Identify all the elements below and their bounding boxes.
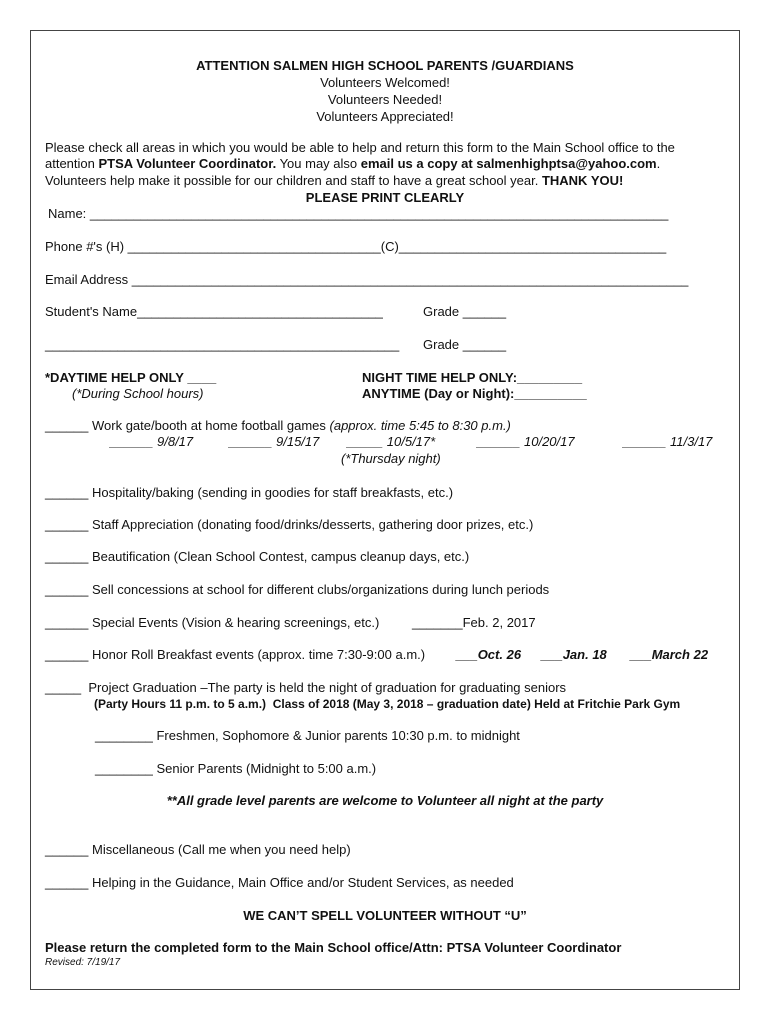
hospitality-item[interactable]: ______ Hospitality/baking (sending in goodies for staff breakfasts, etc.) — [45, 485, 454, 500]
phone-field[interactable]: Phone #'s (H) ___________________________________(C)_____________________________________ — [45, 239, 667, 254]
student-name-field[interactable]: Student's Name__________________________________ — [45, 304, 383, 319]
project-graduation-item[interactable]: _____ Project Graduation –The party is held the night of graduation for graduating seniors — [45, 680, 567, 695]
honor-roll-item[interactable]: ______ Honor Roll Breakfast events (approx. time 7:30-9:00 a.m.) — [45, 647, 429, 662]
miscellaneous-item[interactable]: ______ Miscellaneous (Call me when you need help) — [45, 842, 351, 857]
football-date-4[interactable]: ______ 10/20/17 — [477, 434, 575, 449]
anytime-help-option[interactable]: ANYTIME (Day or Night):__________ — [362, 386, 587, 401]
senior-parents-item[interactable]: ________ Senior Parents (Midnight to 5:00 a.m.) — [95, 761, 377, 776]
intro-line-2: attention PTSA Volunteer Coordinator. You may also email us a copy at salmenhighptsa@yahoo.com. — [45, 156, 661, 171]
grade-field-1[interactable]: Grade ______ — [423, 304, 507, 319]
football-date-2[interactable]: ______ 9/15/17 — [229, 434, 320, 449]
graduation-details: (Party Hours 11 p.m. to 5 a.m.) Class of 2018 (May 3, 2018 – graduation date) Held at Fritchie Park Gym — [94, 697, 681, 711]
thursday-note: (*Thursday night) — [341, 451, 441, 466]
honor-roll-date-2[interactable]: ___Jan. 18 — [541, 647, 607, 662]
page-title: ATTENTION SALMEN HIGH SCHOOL PARENTS /GUARDIANS — [196, 58, 574, 73]
slogan: WE CAN’T SPELL VOLUNTEER WITHOUT “U” — [243, 908, 527, 923]
daytime-help-option[interactable]: *DAYTIME HELP ONLY ____ — [45, 370, 217, 385]
football-date-5[interactable]: ______ 11/3/17 — [623, 434, 713, 449]
freshmen-junior-item[interactable]: ________ Freshmen, Sophomore & Junior parents 10:30 p.m. to midnight — [95, 728, 520, 743]
grade-field-2[interactable]: Grade ______ — [423, 337, 507, 352]
intro-line-1: Please check all areas in which you would be able to help and return this form to the Main School office to the — [45, 140, 675, 155]
all-grades-welcome: **All grade level parents are welcome to Volunteer all night at the party — [166, 793, 604, 808]
student-name-field-2[interactable]: _________________________________________________ — [45, 337, 400, 352]
special-events-date[interactable]: _______Feb. 2, 2017 — [412, 615, 536, 630]
football-date-1[interactable]: ______ 9/8/17 — [110, 434, 194, 449]
volunteers-welcomed: Volunteers Welcomed! — [320, 75, 450, 90]
name-field[interactable]: Name: ________________________________________________________________________________ — [48, 206, 669, 221]
volunteers-appreciated: Volunteers Appreciated! — [316, 109, 454, 124]
night-help-option[interactable]: NIGHT TIME HELP ONLY:_________ — [362, 370, 583, 385]
honor-roll-date-1[interactable]: ___Oct. 26 — [456, 647, 522, 662]
football-date-3[interactable]: _____ 10/5/17* — [347, 434, 436, 449]
football-games-item[interactable]: ______ Work gate/booth at home football games (approx. time 5:45 to 8:30 p.m.) — [45, 418, 511, 433]
email-field[interactable]: Email Address _____________________________________________________________________________ — [45, 272, 689, 287]
volunteers-needed: Volunteers Needed! — [327, 92, 443, 107]
guidance-item[interactable]: ______ Helping in the Guidance, Main Office and/or Student Services, as needed — [45, 875, 514, 890]
concessions-item[interactable]: ______ Sell concessions at school for different clubs/organizations during lunch periods — [45, 582, 550, 597]
revised-date: Revised: 7/19/17 — [45, 957, 121, 968]
beautification-item[interactable]: ______ Beautification (Clean School Contest, campus cleanup days, etc.) — [45, 549, 470, 564]
daytime-note: (*During School hours) — [72, 386, 204, 401]
intro-line-3: Volunteers help make it possible for our children and staff to have a great school year. THANK YOU! — [45, 173, 624, 188]
print-clearly-heading: PLEASE PRINT CLEARLY — [305, 190, 465, 205]
honor-roll-date-3[interactable]: ___March 22 — [630, 647, 709, 662]
special-events-item[interactable]: ______ Special Events (Vision & hearing screenings, etc.) — [45, 615, 380, 630]
return-instructions: Please return the completed form to the Main School office/Attn: PTSA Volunteer Coordinator — [45, 940, 622, 955]
staff-appreciation-item[interactable]: ______ Staff Appreciation (donating food/drinks/desserts, gathering door prizes, etc.) — [45, 517, 534, 532]
email-contact: email us a copy at salmenhighptsa@yahoo.com — [360, 156, 657, 171]
